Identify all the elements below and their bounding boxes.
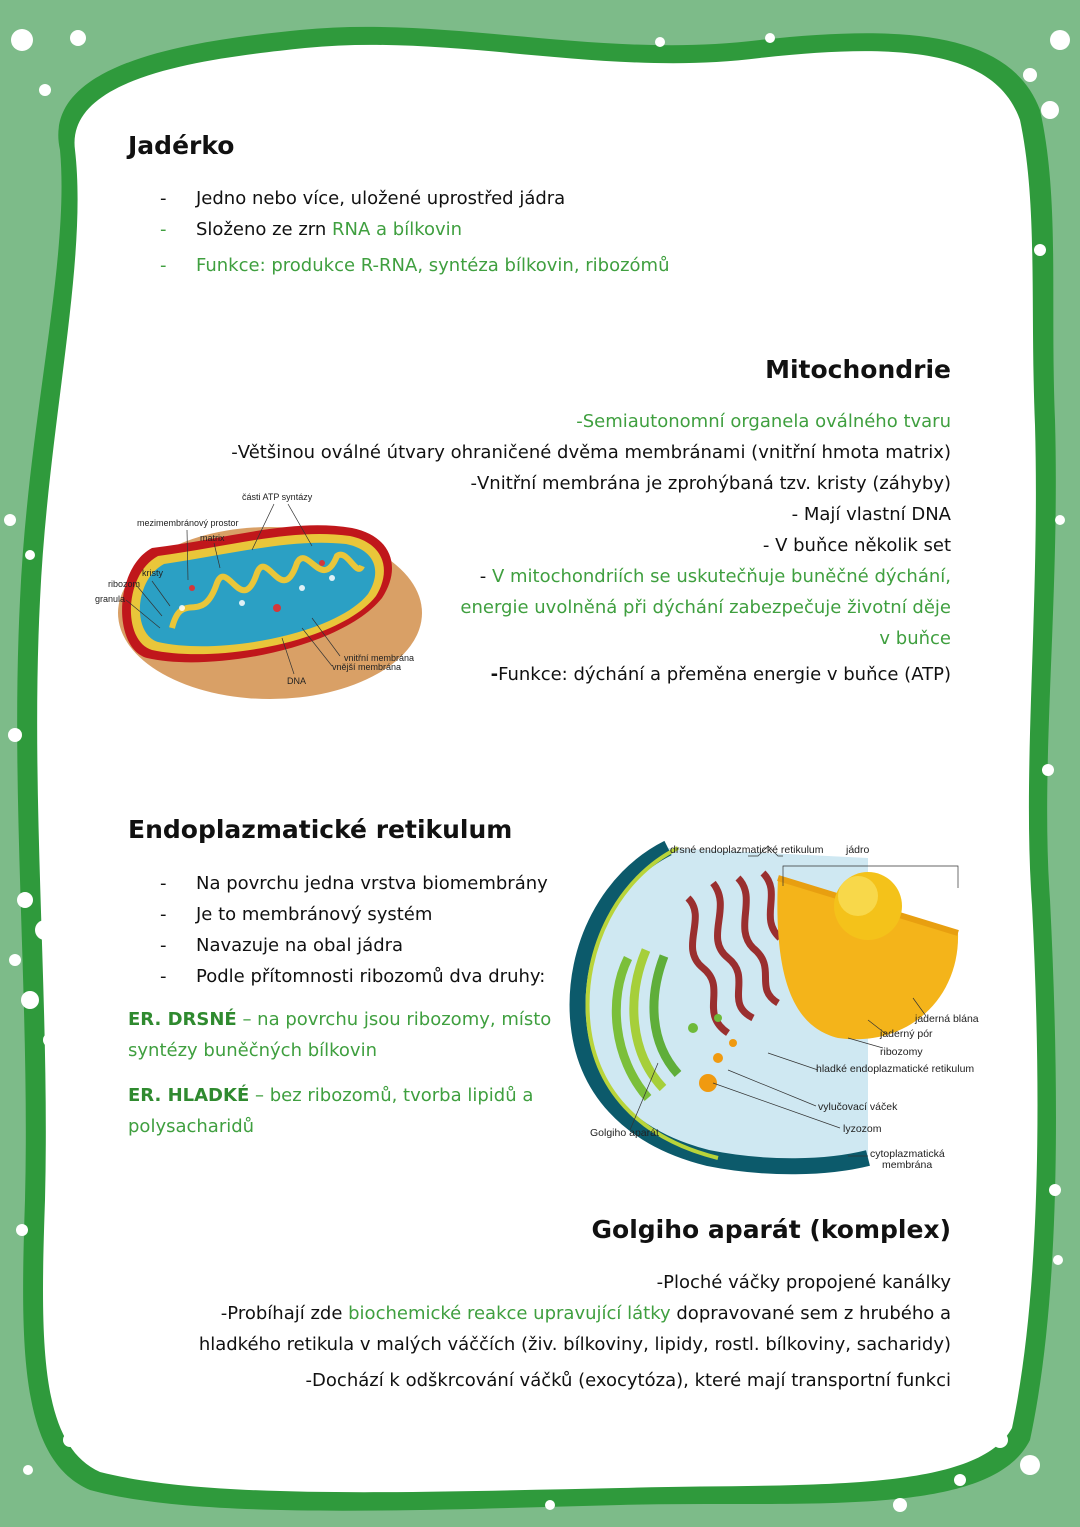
list-item: energie uvolněná při dýchání zabezpečuje životní děje bbox=[460, 597, 951, 618]
list-item: -Semiautonomní organela oválného tvaru bbox=[576, 411, 951, 432]
golgi-text bbox=[191, 1267, 951, 1396]
label-inner-membrane: vnitřní membrána bbox=[344, 653, 415, 663]
label-rough-er: drsné endoplazmatické retikulum bbox=[670, 844, 824, 856]
label-atp-synthase: části ATP syntázy bbox=[242, 492, 313, 502]
list-item: - V mitochondriích se uskutečňuje buněčné dýchání, bbox=[479, 566, 951, 587]
list-item: - Podle přítomnosti ribozomů dva druhy: bbox=[160, 966, 546, 987]
list-item: - Jedno nebo více, uložené uprostřed jádra bbox=[160, 188, 566, 209]
golgi-line-1: -Ploché váčky propojené kanálky bbox=[656, 1272, 951, 1293]
label-outer-membrane: vnější membrána bbox=[332, 662, 402, 672]
section-title-jaderko: Jadérko bbox=[128, 131, 235, 160]
section-title-mitochondrie: Mitochondrie bbox=[765, 355, 951, 384]
list-item: - Je to membránový systém bbox=[160, 904, 433, 925]
er-list bbox=[160, 868, 548, 992]
label-smooth-er: hladké endoplazmatické retikulum bbox=[816, 1063, 975, 1075]
label-lysosome: lyzozom bbox=[843, 1123, 882, 1135]
golgi-line-3: hladkého retikula v malých váččích (živ. bílkoviny, lipidy, rostl. bílkoviny, sacharidy) bbox=[198, 1334, 951, 1355]
label-nuclear-pore: jaderný pór bbox=[880, 1028, 933, 1040]
jaderko-list bbox=[160, 183, 670, 281]
label-dna: DNA bbox=[287, 676, 307, 686]
label-plasma-membrane-2: membrána bbox=[882, 1159, 933, 1171]
golgi-line-2: -Probíhají zde biochemické reakce upravující látky dopravované sem z hrubého a bbox=[220, 1303, 951, 1324]
list-item: - Navazuje na obal jádra bbox=[160, 935, 404, 956]
label-nuclear-envelope: jaderná blána bbox=[915, 1013, 979, 1025]
golgi-line-4: -Dochází k odškrcování váčků (exocytóza), které mají transportní funkci bbox=[305, 1370, 951, 1391]
label-nucleus: jádro bbox=[846, 844, 870, 856]
list-item: -Vnitřní membrána je zprohýbaná tzv. kristy (záhyby) bbox=[470, 473, 951, 494]
label-granules: granula bbox=[95, 594, 126, 604]
label-plasma-membrane: cytoplazmatická bbox=[870, 1148, 945, 1160]
list-item: - Složeno ze zrn RNA a bílkovin bbox=[160, 219, 463, 240]
list-item: - Mají vlastní DNA bbox=[791, 504, 951, 525]
label-golgi: Golgiho aparát bbox=[590, 1127, 659, 1139]
section-title-golgi: Golgiho aparát (komplex) bbox=[591, 1215, 951, 1244]
label-cristae: kristy bbox=[142, 568, 163, 578]
label-secretory-vesicle: vylučovací váček bbox=[818, 1101, 898, 1113]
label-intermembrane-space: mezimembránový prostor bbox=[137, 518, 239, 528]
list-item: - V buňce několik set bbox=[762, 535, 951, 556]
list-item: - Funkce: produkce R-RNA, syntéza bílkovin, ribozómů bbox=[160, 255, 670, 276]
cell-er-diagram bbox=[568, 838, 988, 1178]
section-title-er: Endoplazmatické retikulum bbox=[128, 815, 513, 844]
er-smooth-description: ER. HLADKÉ – bez ribozomů, tvorba lipidů a polysacharidů bbox=[128, 1085, 534, 1137]
list-item: -Většinou oválné útvary ohraničené dvěma membránami (vnitřní hmota matrix) bbox=[231, 442, 951, 463]
label-matrix: matrix bbox=[200, 533, 225, 543]
list-item: -Funkce: dýchání a přeměna energie v buňce (ATP) bbox=[490, 664, 951, 685]
label-ribosome: ribozom bbox=[108, 579, 141, 589]
label-ribosomes: ribozomy bbox=[880, 1046, 923, 1058]
list-item: - Na povrchu jedna vrstva biomembrány bbox=[160, 873, 548, 894]
er-rough-description: ER. DRSNÉ – na povrchu jsou ribozomy, místo syntézy buněčných bílkovin bbox=[128, 1009, 552, 1061]
list-item: v buňce bbox=[879, 628, 951, 649]
mitochondria-diagram bbox=[92, 488, 432, 708]
